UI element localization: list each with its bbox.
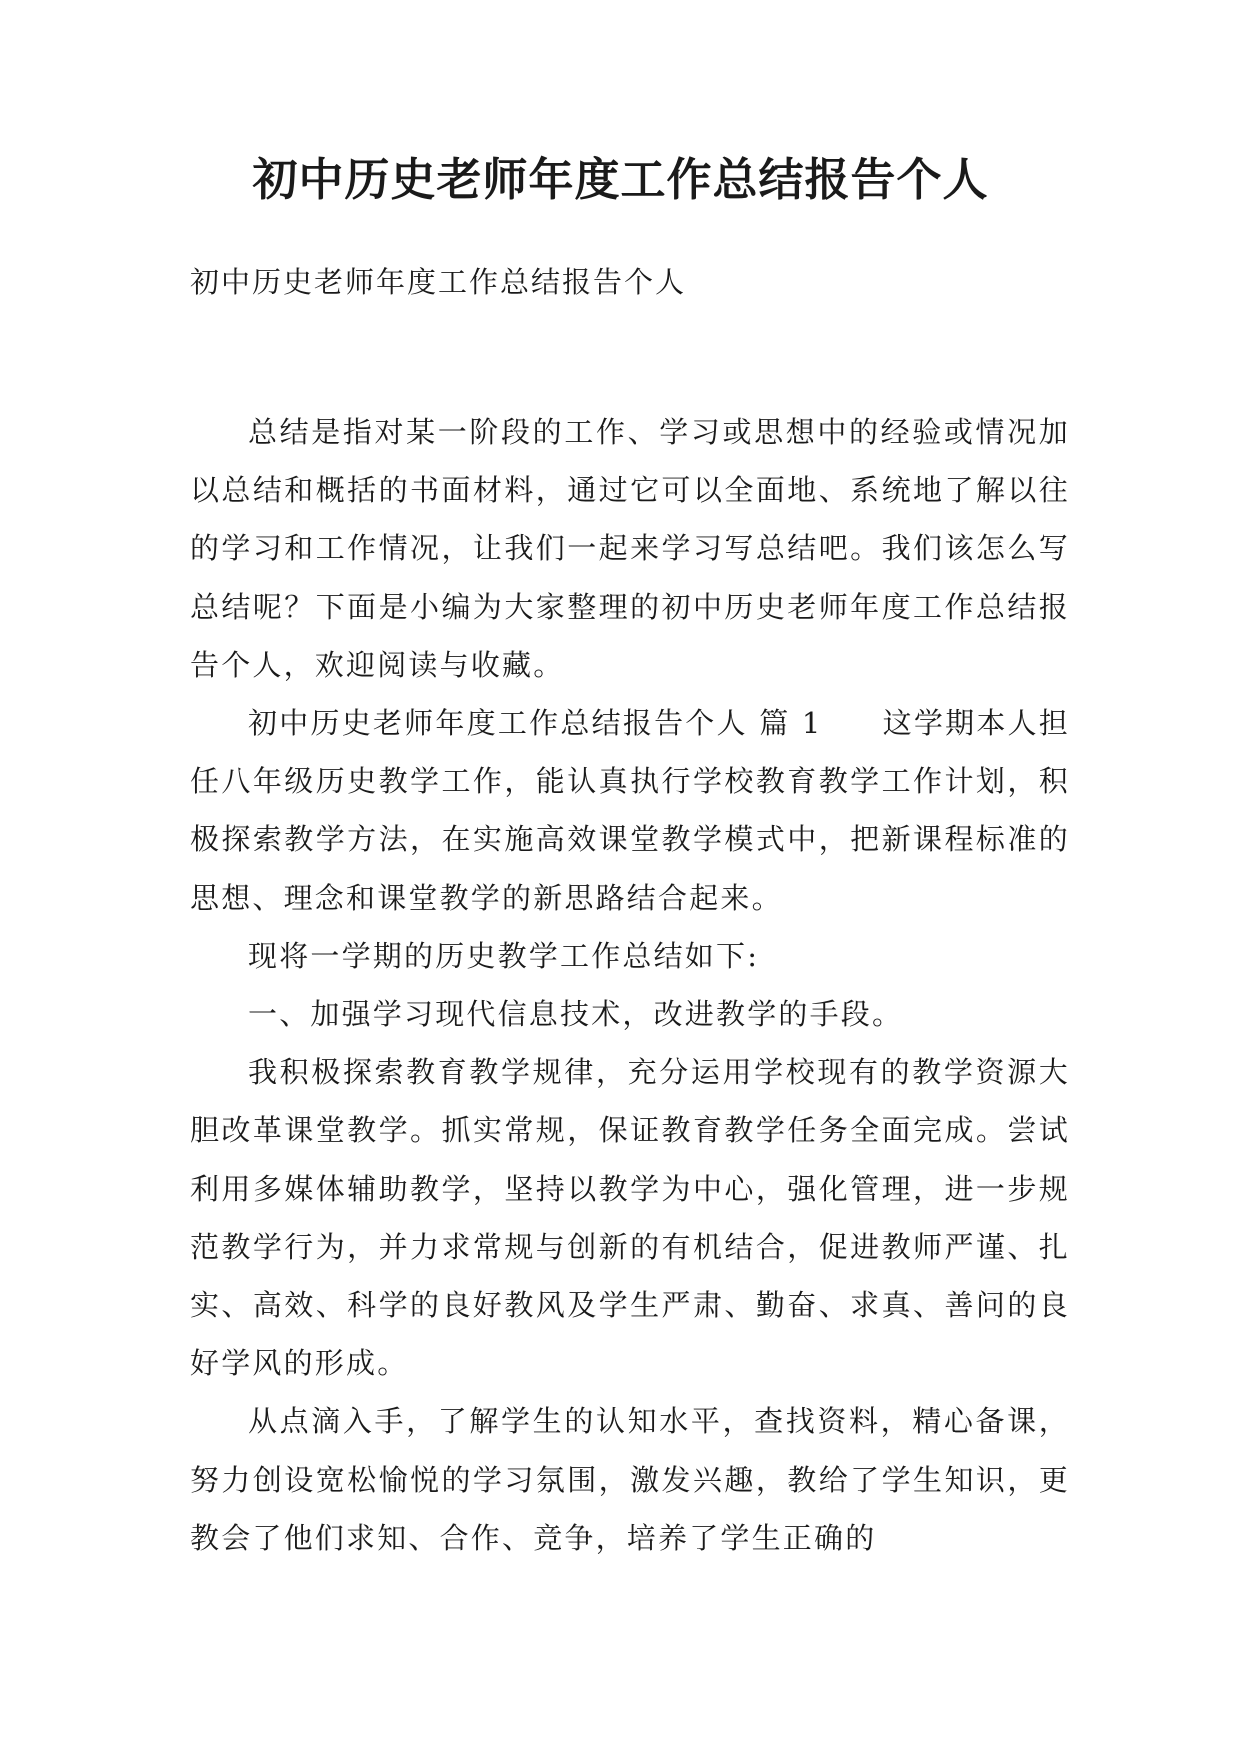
document-subtitle: 初中历史老师年度工作总结报告个人 [190,265,687,299]
paragraph-summary-lead: 现将一学期的历史教学工作总结如下: [248,938,760,973]
paragraph-intro: 总结是指对某一阶段的工作、学习或思想中的经验或情况加以总结和概括的书面材料，通过它可以全面地、系统地了解以往的学习和工作情况，让我们一起来学习写总结吧。我们该怎么写总结呢？下面是小编为大家整理的初中历史老师年度工作总结报告个人，欢迎阅读与收藏。 [190,415,1070,682]
paragraph-teaching: 我积极探索教育教学规律，充分运用学校现有的教学资源大胆改革课堂教学。抓实常规，保证教育教学任务全面完成。尝试利用多媒体辅助教学，坚持以教学为中心，强化管理，进一步规范教学行为，并力求常规与创新的有机结合，促进教师严谨、扎实、高效、科学的良好教风及学生严肃、勤奋、求真、善问的良好学风的形成。 [190,1055,1070,1381]
section-heading: 初中历史老师年度工作总结报告个人 篇 1 [248,706,823,741]
section-text: 这学期本人担任八年级历史教学工作，能认真执行学校教育教学工作计划，积极探索教学方法，在实施高效课堂教学模式中，把新课程标准的思想、理念和课堂教学的新思路结合起来。 [190,706,1070,915]
document-title: 初中历史老师年度工作总结报告个人 [252,153,989,206]
paragraph-section-1 [190,694,1070,927]
paragraph-details: 从点滴入手，了解学生的认知水平，查找资料，精心备课，努力创设宽松愉悦的学习氛围，激发兴趣，教给了学生知识，更教会了他们求知、合作、竞争，培养了学生正确的 [190,1404,1070,1555]
document-body [190,403,1070,1567]
paragraph-point-1: 一、加强学习现代信息技术，改进教学的手段。 [248,997,904,1032]
